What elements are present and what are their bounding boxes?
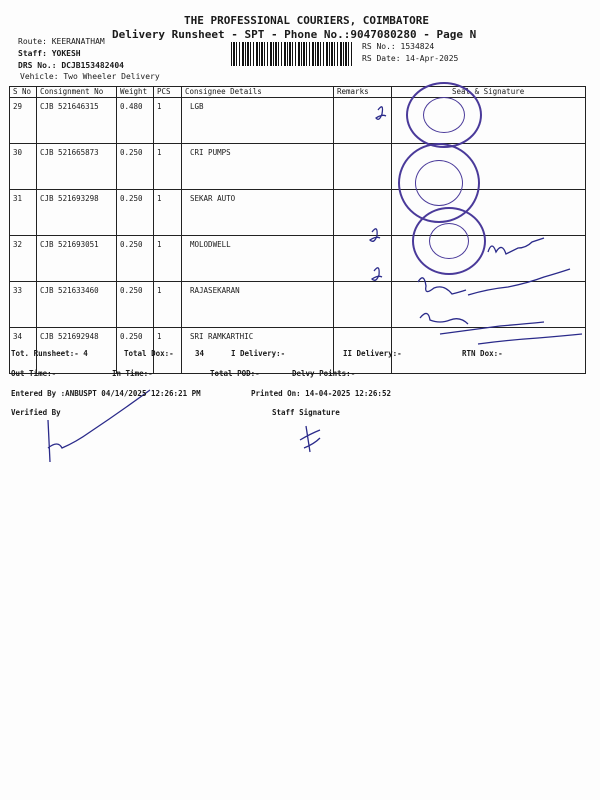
col-consignee: Consignee Details — [182, 87, 334, 98]
cell-weight: 0.250 — [117, 144, 154, 190]
cell-consignment: CJB 521692948 — [37, 328, 117, 374]
ii-delivery: II Delivery:- — [343, 349, 402, 358]
cell-sno: 30 — [10, 144, 37, 190]
runsheet-subtitle: Delivery Runsheet - SPT - Phone No.:9047080280 - Page N — [112, 28, 477, 41]
table-row — [10, 98, 586, 144]
rs-no: RS No.: 1534824 — [362, 42, 435, 51]
cell-pcs: 1 — [154, 98, 182, 144]
runsheet-table — [9, 86, 586, 374]
cell-consignment: CJB 521646315 — [37, 98, 117, 144]
cell-consignee: SRI RAMKARTHIC — [182, 328, 334, 374]
col-consignment: Consignment No — [37, 87, 117, 98]
staff-signature: Staff Signature — [272, 408, 340, 417]
cell-consignment: CJB 521693051 — [37, 236, 117, 282]
cell-weight: 0.250 — [117, 236, 154, 282]
cell-signature — [392, 282, 586, 328]
cell-remarks — [334, 282, 392, 328]
tot-runsheet: Tot. Runsheet:- 4 — [11, 349, 88, 358]
cell-pcs: 1 — [154, 328, 182, 374]
cell-remarks — [334, 98, 392, 144]
col-weight: Weight — [117, 87, 154, 98]
table-header-row — [10, 87, 586, 98]
cell-consignment: CJB 521633460 — [37, 282, 117, 328]
company-title: THE PROFESSIONAL COURIERS, COIMBATORE — [184, 14, 430, 27]
cell-consignment: CJB 521693298 — [37, 190, 117, 236]
table-row — [10, 190, 586, 236]
table-row — [10, 282, 586, 328]
cell-consignee: SEKAR AUTO — [182, 190, 334, 236]
table-row — [10, 236, 586, 282]
staff-label: Staff: YOKESH — [18, 49, 81, 58]
cell-consignee: MOLODWELL — [182, 236, 334, 282]
rtn-dox: RTN Dox:- — [462, 349, 503, 358]
cell-weight: 0.480 — [117, 98, 154, 144]
vehicle-label: Vehicle: Two Wheeler Delivery — [20, 72, 160, 81]
cell-remarks — [334, 236, 392, 282]
col-remarks: Remarks — [334, 87, 392, 98]
in-time: In Time:- — [112, 369, 153, 378]
col-sno: S No — [10, 87, 37, 98]
cell-pcs: 1 — [154, 236, 182, 282]
verified-by: Verified By — [11, 408, 61, 417]
out-time: Out Time:- — [11, 369, 57, 378]
cell-weight: 0.250 — [117, 190, 154, 236]
cell-pcs: 1 — [154, 144, 182, 190]
printed-on: Printed On: 14-04-2025 12:26:52 — [251, 389, 391, 398]
cell-pcs: 1 — [154, 282, 182, 328]
moldwell-stamp — [412, 207, 486, 275]
cell-remarks — [334, 144, 392, 190]
lgb-stamp — [406, 82, 482, 148]
entered-by: Entered By :ANBUSPT 04/14/2025 12:26:21 PM — [11, 389, 201, 398]
cell-sno: 33 — [10, 282, 37, 328]
i-delivery: I Delivery:- — [231, 349, 286, 358]
cell-sno: 29 — [10, 98, 37, 144]
cell-consignee: RAJASEKARAN — [182, 282, 334, 328]
cell-sno: 34 — [10, 328, 37, 374]
total-dox-value: 34 — [195, 349, 205, 358]
total-dox-label: Total Dox:- — [124, 349, 174, 358]
cell-sno: 32 — [10, 236, 37, 282]
rs-date: RS Date: 14-Apr-2025 — [362, 54, 459, 63]
cell-pcs: 1 — [154, 190, 182, 236]
cell-sno: 31 — [10, 190, 37, 236]
barcode — [231, 42, 353, 66]
staff-signature-mark — [300, 426, 320, 452]
table-row — [10, 144, 586, 190]
cell-weight: 0.250 — [117, 328, 154, 374]
cell-consignee: CRI PUMPS — [182, 144, 334, 190]
verified-signature — [48, 390, 150, 462]
drs-label: DRS No.: DCJB153482404 — [18, 61, 124, 70]
col-seal-signature: Seal & Signature — [392, 87, 586, 98]
delvy-points: Delvy Points:- — [292, 369, 356, 378]
cell-remarks — [334, 190, 392, 236]
route-label: Route: KEERANATHAM — [18, 37, 105, 46]
cell-consignment: CJB 521665873 — [37, 144, 117, 190]
cell-weight: 0.250 — [117, 282, 154, 328]
col-pcs: PCS — [154, 87, 182, 98]
total-pod: Total POD:- — [210, 369, 260, 378]
cell-consignee: LGB — [182, 98, 334, 144]
